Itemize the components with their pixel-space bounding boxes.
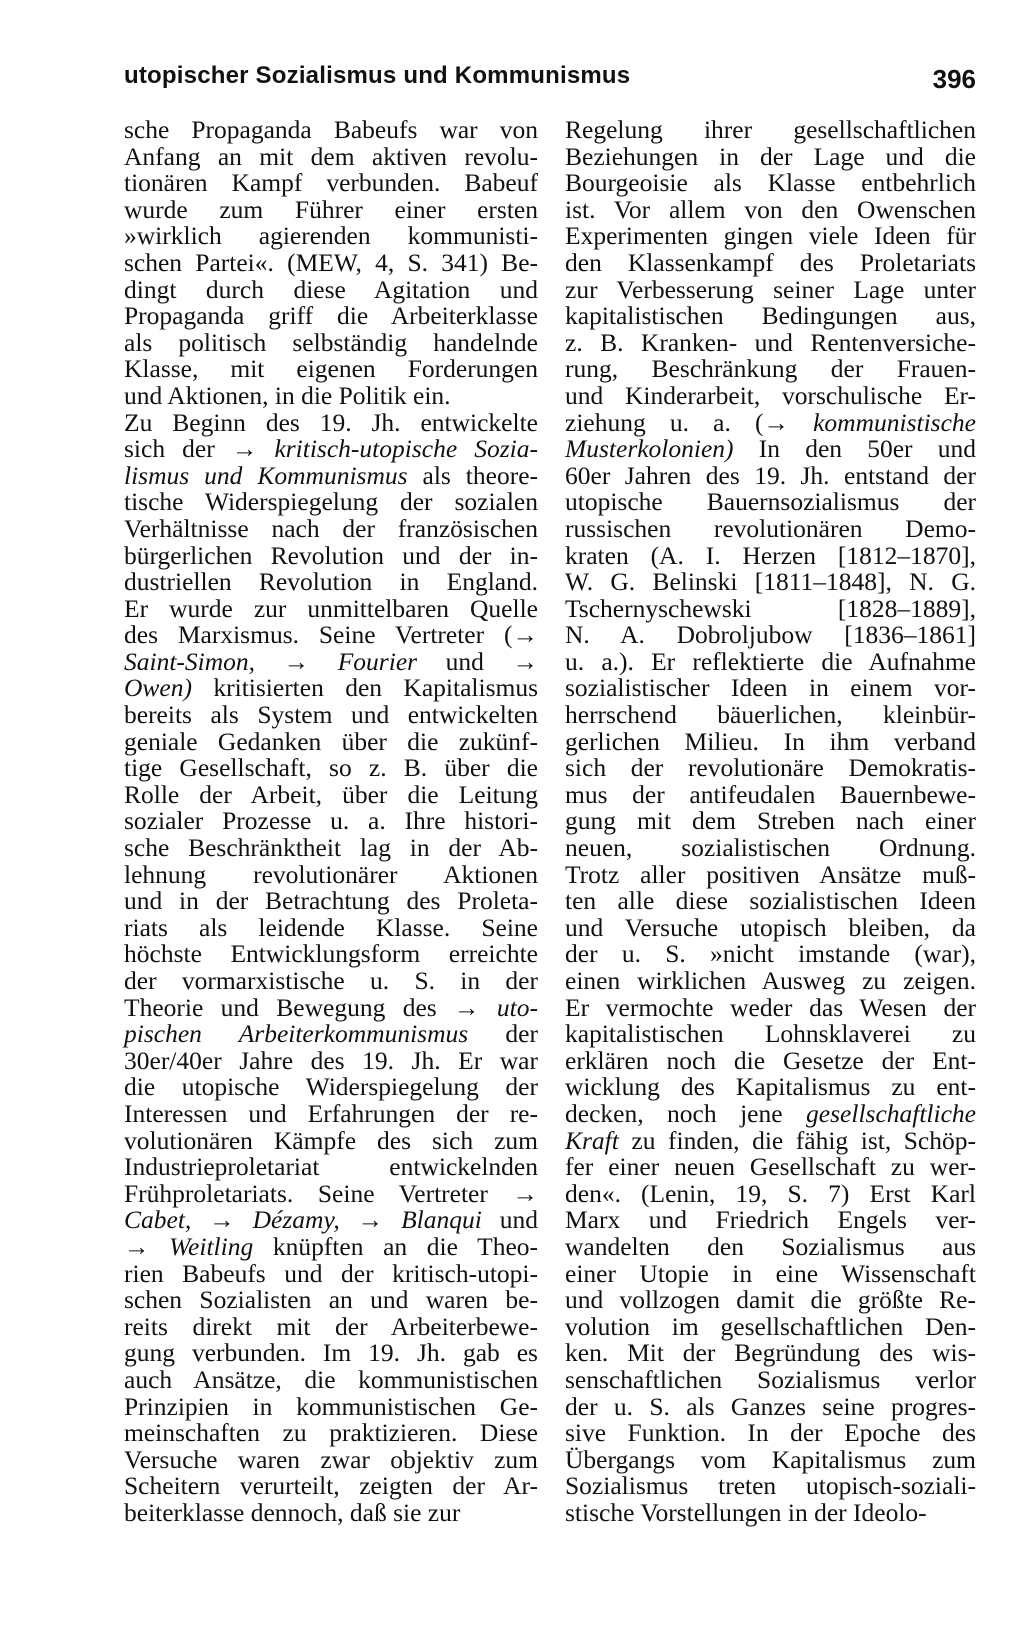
- text-line: Rolle der Arbeit, über die Leitung: [124, 779, 538, 809]
- page-header: [124, 62, 976, 102]
- text-line: lismus und Kommunismus als theore-: [124, 460, 538, 490]
- text-line: tige Gesellschaft, so z. B. über die: [124, 753, 538, 783]
- running-title: utopischer Sozialismus und Kommunismus: [124, 62, 631, 89]
- text-line: gung verbunden. Im 19. Jh. gab es: [124, 1338, 538, 1368]
- text-line: neuen, sozialistischen Ordnung.: [565, 833, 976, 863]
- text-line: Zu Beginn des 19. Jh. entwickelte: [124, 407, 538, 437]
- text-line: tionären Kampf verbunden. Babeuf: [124, 168, 538, 198]
- text-line: senschaftlichen Sozialismus verlor: [565, 1364, 976, 1394]
- text-line: einen wirklichen Ausweg zu zeigen.: [565, 966, 976, 995]
- text-line: Trotz aller positiven Ansätze muß-: [565, 859, 976, 889]
- text-line: ist. Vor allem von den Owenschen: [565, 194, 976, 224]
- text-line: sozialer Prozesse u. a. Ihre histori-: [124, 806, 538, 836]
- text-line: geniale Gedanken über die zukünf-: [124, 726, 538, 756]
- text-line: sich der revolutionäre Demokratis-: [565, 753, 976, 783]
- text-line: 30er/40er Jahre des 19. Jh. Er war: [124, 1045, 538, 1075]
- text-line: Scheitern verurteilt, zeigten der Ar-: [124, 1471, 538, 1501]
- text-line: → Weitling knüpften an die Theo-: [124, 1231, 539, 1261]
- text-line: u. a.). Er reflektierte die Aufnahme: [565, 646, 976, 676]
- right-text-column: [565, 117, 976, 1526]
- text-line: beiterklasse dennoch, daß sie zur: [124, 1497, 461, 1527]
- text-line: Beziehungen in der Lage und die: [565, 141, 976, 171]
- text-line: utopische Bauernsozialismus der: [565, 487, 976, 517]
- text-line: volution im gesellschaftlichen Den-: [565, 1311, 976, 1341]
- text-line: ten alle diese sozialistischen Ideen: [565, 886, 976, 916]
- text-line: der u. S. als Ganzes seine progres-: [565, 1391, 976, 1421]
- text-line: decken, noch jene gesellschaftliche: [565, 1098, 976, 1128]
- text-line: tische Widerspiegelung der sozialen: [124, 487, 538, 517]
- text-line: den Klassenkampf des Proletariats: [565, 247, 976, 277]
- text-line: wandelten den Sozialismus aus: [565, 1231, 976, 1261]
- text-line: ken. Mit der Begründung des wis-: [565, 1338, 976, 1368]
- text-line: Industrieproletariat entwickelnden: [124, 1152, 538, 1182]
- text-line: sche Beschränktheit lag in der Ab-: [124, 833, 538, 863]
- text-line: Versuche waren zwar objektiv zum: [124, 1444, 538, 1474]
- text-line: gung mit dem Streben nach einer: [565, 806, 976, 836]
- text-line: die utopische Widerspiegelung der: [124, 1072, 538, 1102]
- text-line: bürgerlichen Revolution und der in-: [124, 540, 538, 570]
- text-line: höchste Entwicklungsform erreichte: [124, 939, 538, 969]
- text-line: sche Propaganda Babeufs war von: [124, 115, 538, 144]
- text-line: N. A. Dobroljubow [1836–1861]: [565, 620, 976, 650]
- text-line: kraten (A. I. Herzen [1812–1870],: [565, 540, 976, 570]
- text-line: lehnung revolutionärer Aktionen: [124, 859, 538, 889]
- text-line: Er vermochte weder das Wesen der: [565, 992, 976, 1022]
- text-line: rung, Beschränkung der Frauen-: [565, 354, 976, 384]
- text-line: dingt durch diese Agitation und: [124, 274, 538, 304]
- text-line: reits direkt mit der Arbeiterbewe-: [124, 1311, 538, 1341]
- text-line: herrschend bäuerlichen, kleinbür-: [565, 700, 976, 730]
- text-line: kapitalistischen Bedingungen aus,: [565, 301, 976, 331]
- left-text-column: [124, 117, 538, 1526]
- text-line: Owen) kritisierten den Kapitalismus: [124, 673, 538, 703]
- text-line: der vormarxistische u. S. in der: [124, 966, 538, 995]
- text-line: sive Funktion. In der Epoche des: [565, 1418, 976, 1448]
- text-line: wicklung des Kapitalismus zu ent-: [565, 1072, 976, 1102]
- text-line: mus der antifeudalen Bauernbewe-: [565, 779, 976, 809]
- text-line: Kraft zu finden, die fähig ist, Schöp-: [565, 1125, 976, 1155]
- text-line: riats als leidende Klasse. Seine: [124, 912, 538, 942]
- text-line: meinschaften zu praktizieren. Diese: [124, 1418, 538, 1448]
- text-line: Bourgeoisie als Klasse entbehrlich: [565, 168, 976, 198]
- text-line: rien Babeufs und der kritisch-utopi-: [124, 1258, 538, 1288]
- text-line: stische Vorstellungen in der Ideolo-: [565, 1497, 927, 1527]
- text-line: schen Sozialisten an und waren be-: [124, 1285, 538, 1315]
- text-line: erklären noch die Gesetze der Ent-: [565, 1045, 976, 1075]
- text-line: W. G. Belinski [1811–1848], N. G.: [565, 567, 976, 597]
- page-number: 396: [932, 64, 976, 94]
- text-line: Übergangs vom Kapitalismus zum: [565, 1444, 976, 1474]
- text-line: bereits als System und entwickelten: [124, 700, 538, 730]
- text-line: »wirklich agierenden kommunisti-: [124, 221, 538, 251]
- text-line: zur Verbesserung seiner Lage unter: [565, 274, 976, 304]
- text-line: pischen Arbeiterkommunismus der: [124, 1019, 538, 1049]
- text-line: als politisch selbständig handelnde: [124, 327, 538, 357]
- text-line: auch Ansätze, die kommunistischen: [124, 1364, 538, 1394]
- text-line: volutionären Kämpfe des sich zum: [124, 1125, 538, 1155]
- text-line: Regelung ihrer gesellschaftlichen: [565, 115, 976, 144]
- text-line: Tschernyschewski [1828–1889],: [565, 593, 976, 623]
- text-line: gerlichen Milieu. In ihm verband: [565, 726, 976, 756]
- text-line: Musterkolonien) In den 50er und: [565, 434, 976, 464]
- text-line: kapitalistischen Lohnsklaverei zu: [565, 1019, 976, 1049]
- text-line: z. B. Kranken- und Rentenversiche-: [565, 327, 976, 357]
- text-line: und Aktionen, in die Politik ein.: [124, 380, 451, 410]
- text-line: Marx und Friedrich Engels ver-: [565, 1205, 976, 1235]
- text-line: Propaganda griff die Arbeiterklasse: [124, 301, 538, 331]
- text-line: Cabet, → Dézamy, → Blanqui und: [124, 1205, 539, 1235]
- text-line: sozialistischer Ideen in einem vor-: [565, 673, 976, 703]
- text-line: sich der → kritisch-utopische Sozia-: [124, 434, 538, 464]
- text-line: 60er Jahren des 19. Jh. entstand der: [565, 460, 976, 490]
- text-line: des Marxismus. Seine Vertreter (→: [124, 620, 538, 650]
- text-line: Experimenten gingen viele Ideen für: [565, 221, 976, 251]
- text-line: ziehung u. a. (→ kommunistische: [565, 407, 976, 437]
- text-line: und Kinderarbeit, vorschulische Er-: [565, 380, 976, 410]
- text-line: Saint-Simon, → Fourier und →: [124, 646, 538, 676]
- text-line: schen Partei«. (MEW, 4, S. 341) Be-: [124, 247, 538, 277]
- text-line: und in der Betrachtung des Proleta-: [124, 886, 538, 916]
- text-line: Interessen und Erfahrungen der re-: [124, 1098, 538, 1128]
- text-line: einer Utopie in eine Wissenschaft: [565, 1258, 976, 1288]
- text-line: wurde zum Führer einer ersten: [124, 194, 538, 224]
- text-line: Sozialismus treten utopisch-soziali-: [565, 1471, 976, 1501]
- text-line: fer einer neuen Gesellschaft zu wer-: [565, 1152, 976, 1182]
- text-line: Verhältnisse nach der französischen: [124, 513, 538, 543]
- text-line: Frühproletariats. Seine Vertreter →: [124, 1178, 538, 1208]
- text-line: den«. (Lenin, 19, S. 7) Erst Karl: [565, 1178, 976, 1208]
- text-line: Klasse, mit eigenen Forderungen: [124, 354, 538, 384]
- text-line: Anfang an mit dem aktiven revolu-: [124, 141, 538, 171]
- text-line: und vollzogen damit die größte Re-: [565, 1285, 976, 1315]
- text-line: dustriellen Revolution in England.: [124, 567, 538, 597]
- text-line: russischen revolutionären Demo-: [565, 513, 976, 543]
- text-line: Er wurde zur unmittelbaren Quelle: [124, 593, 538, 623]
- text-line: und Versuche utopisch bleiben, da: [565, 912, 976, 942]
- text-line: Theorie und Bewegung des → uto-: [124, 992, 538, 1022]
- text-line: der u. S. »nicht imstande (war),: [565, 939, 976, 969]
- text-line: Prinzipien in kommunistischen Ge-: [124, 1391, 538, 1421]
